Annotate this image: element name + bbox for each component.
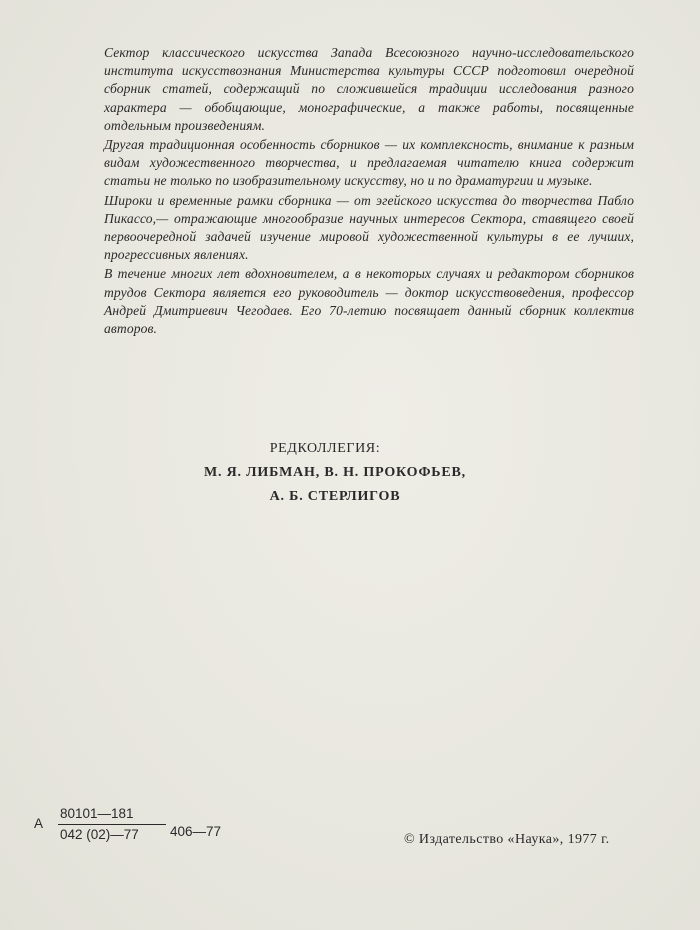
annotation-paragraph: Широки и временные рамки сборника — от эгейского искусства до творчества Пабло Пикассо,— отражающие многообразие научных интересов Сектора, ставящего своей первоочередной задачей изучение мировой художественной культуры в ее лучших, прогрессивных явлениях.	[104, 192, 634, 263]
annotation-paragraph: Сектор классического искусства Запада Всесоюзного научно-исследовательского института искусствознания Министерства культуры СССР подготовил очередной сборник статей, содержащий по сложившейся традиции исследования разного характера — обобщающие, монографические, а также работы, посвященные отдельным произведениям.	[104, 45, 634, 133]
fraction-bar	[58, 824, 166, 825]
annotation-text	[104, 44, 634, 339]
annotation-paragraph: Другая традиционная особенность сборников — их комплексность, внимание к разным видам художественного творчества, и предлагаемая читателю книга содержит статьи не только по изобразительному искусству, но и по драматургии и музыке.	[104, 137, 634, 189]
index-letter: А	[34, 816, 44, 831]
index-fraction	[58, 805, 166, 844]
copyright-notice: © Издательство «Наука», 1977 г.	[404, 832, 610, 847]
annotation-paragraph: В течение многих лет вдохновителем, а в некоторых случаях и редактором сборников трудов Сектора является его руководитель — доктор искусствоведения, профессор Андрей Дмитриевич Чегодаев. Его 70-летию посвящает данный сборник коллектив авторов.	[104, 266, 634, 337]
editorial-board-members-line2: А. Б. СТЕРЛИГОВ	[269, 489, 401, 504]
editorial-board-members-line1: М. Я. ЛИБМАН, В. Н. ПРОКОФЬЕВ,	[204, 465, 466, 480]
editorial-board	[0, 437, 700, 509]
editorial-board-label: РЕДКОЛЛЕГИЯ:	[269, 441, 381, 456]
index-denominator: 042 (02)—77	[60, 827, 139, 842]
index-numerator: 80101—181	[60, 806, 134, 821]
index-tail: 406—77	[170, 824, 222, 839]
